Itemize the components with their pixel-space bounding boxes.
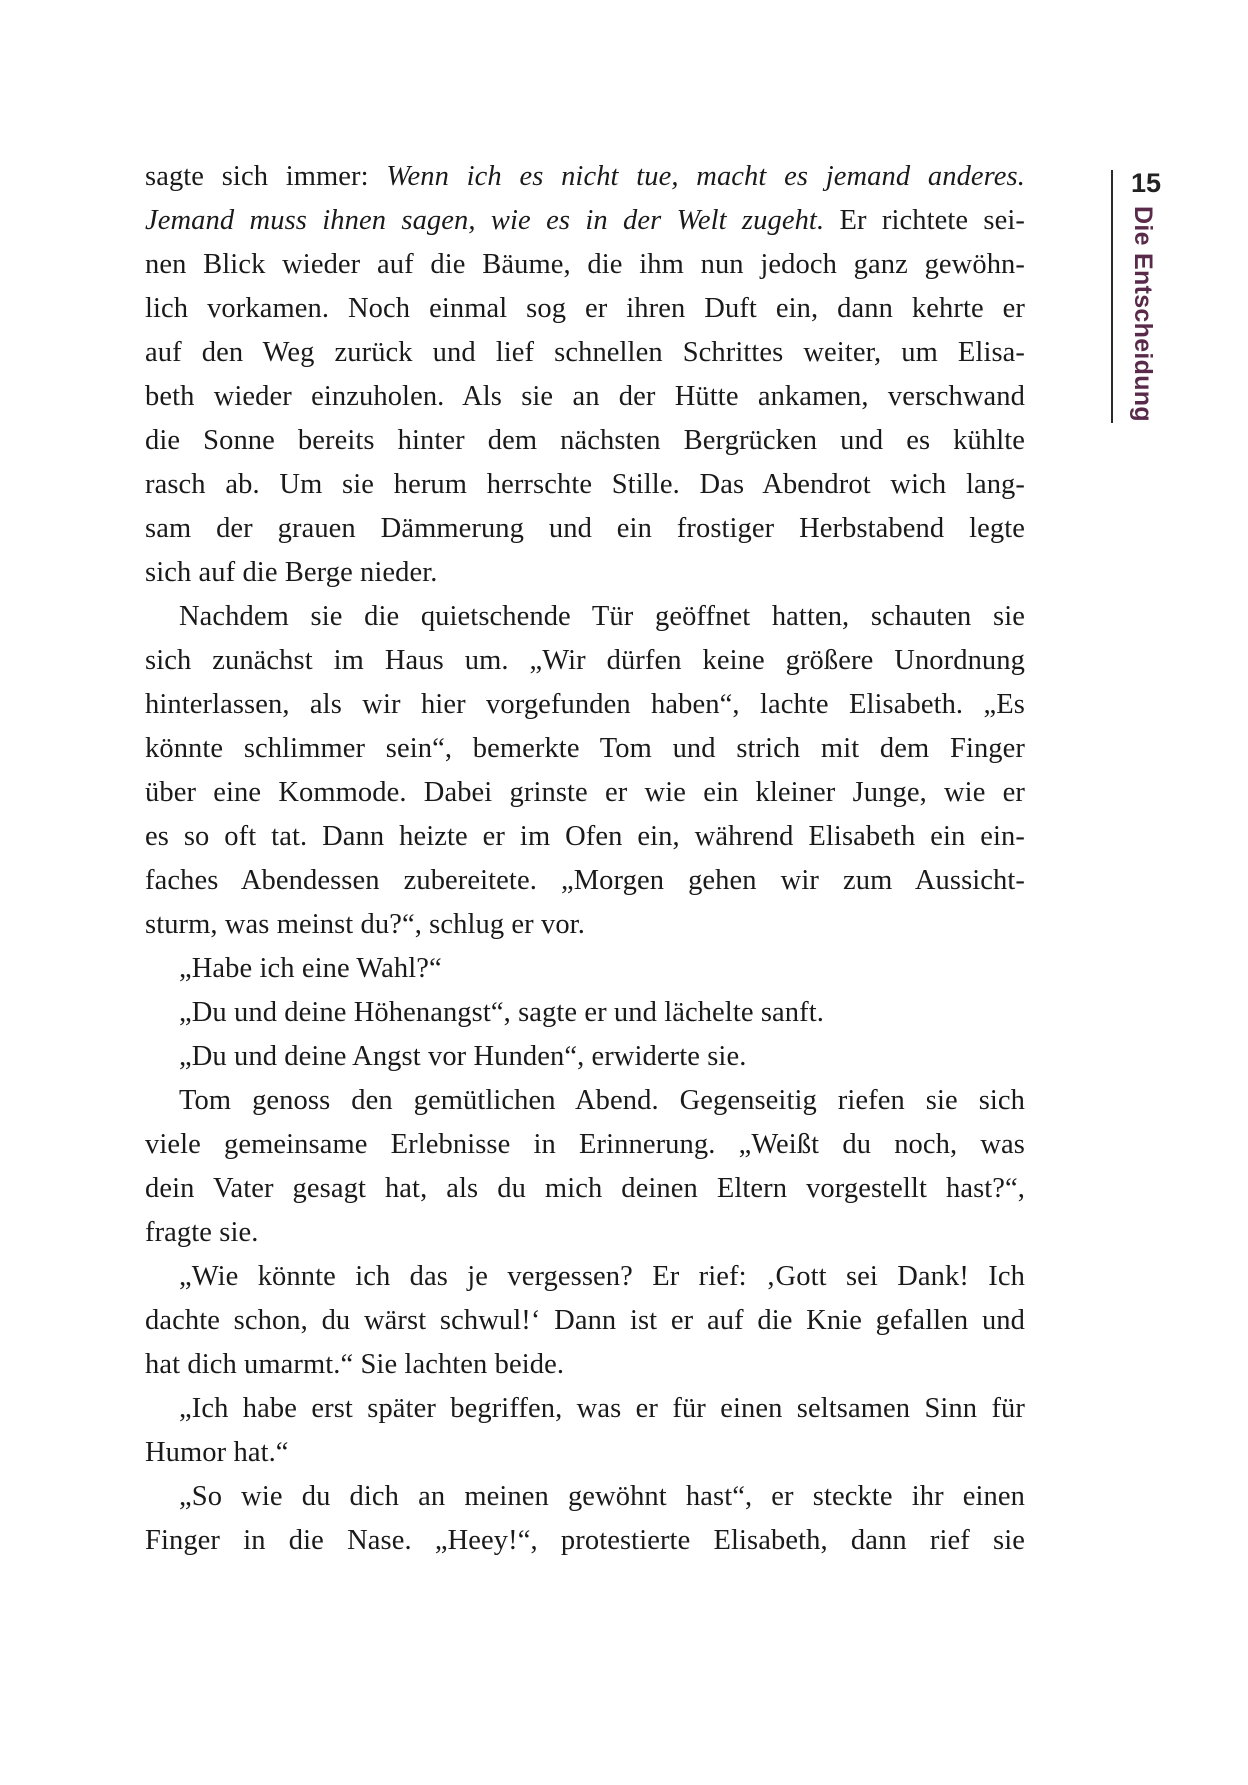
text-line	[145, 331, 1025, 375]
text-span: „Du und deine Angst vor Hunden“, erwiderte sie.	[179, 1041, 747, 1072]
text-line	[145, 1299, 1025, 1343]
text-span: „Ich habe erst später begriffen, was er für einen seltsamen Sinn für	[179, 1393, 1025, 1424]
text-line	[145, 771, 1025, 815]
text-line	[145, 1211, 1025, 1255]
text-line	[145, 1035, 1025, 1079]
text-line	[145, 1343, 1025, 1387]
text-line	[145, 199, 1025, 243]
text-span: hat dich umarmt.“ Sie lachten beide.	[145, 1349, 565, 1380]
text-span: Er richtete sei-	[824, 205, 1025, 236]
text-span: „Du und deine Höhenangst“, sagte er und lächelte sanft.	[179, 997, 824, 1028]
text-span: lich vorkamen. Noch einmal sog er ihren Duft ein, dann kehrte er	[145, 293, 1025, 324]
text-line	[145, 375, 1025, 419]
text-line	[145, 991, 1025, 1035]
text-span: dachte schon, du wärst schwul!‘ Dann ist er auf die Knie gefallen und	[145, 1305, 1025, 1336]
chapter-title: Die Entscheidung	[1129, 206, 1157, 422]
text-line	[145, 243, 1025, 287]
text-line	[145, 1255, 1025, 1299]
text-line	[145, 859, 1025, 903]
text-line	[145, 507, 1025, 551]
text-span: rasch ab. Um sie herum herrschte Stille. Das Abendrot wich lang-	[145, 469, 1025, 500]
body-text	[145, 155, 1025, 1563]
text-span: hinterlassen, als wir hier vorgefunden haben“, lachte Elisabeth. „Es	[145, 689, 1025, 720]
text-line	[145, 1123, 1025, 1167]
text-span: Finger in die Nase. „Heey!“, protestierte Elisabeth, dann rief sie	[145, 1525, 1025, 1556]
text-span: die Sonne bereits hinter dem nächsten Bergrücken und es kühlte	[145, 425, 1025, 456]
text-span: Nachdem sie die quietschende Tür geöffnet hatten, schauten sie	[179, 601, 1025, 632]
text-span: über eine Kommode. Dabei grinste er wie ein kleiner Junge, wie er	[145, 777, 1025, 808]
text-line	[145, 1519, 1025, 1563]
text-span: fragte sie.	[145, 1217, 259, 1248]
text-line	[145, 903, 1025, 947]
text-span: „Wie könnte ich das je vergessen? Er rief: ‚Gott sei Dank! Ich	[179, 1261, 1025, 1292]
text-span: Tom genoss den gemütlichen Abend. Gegenseitig riefen sie sich	[179, 1085, 1025, 1116]
text-span: sam der grauen Dämmerung und ein frostiger Herbstabend legte	[145, 513, 1025, 544]
text-line	[145, 287, 1025, 331]
text-span: könnte schlimmer sein“, bemerkte Tom und strich mit dem Finger	[145, 733, 1025, 764]
text-line	[145, 419, 1025, 463]
text-line	[145, 1387, 1025, 1431]
text-line	[145, 815, 1025, 859]
text-span: beth wieder einzuholen. Als sie an der Hütte ankamen, verschwand	[145, 381, 1025, 412]
text-span: nen Blick wieder auf die Bäume, die ihm nun jedoch ganz gewöhn-	[145, 249, 1025, 280]
page-number: 15	[1131, 168, 1162, 198]
text-line	[145, 155, 1025, 199]
text-line	[145, 463, 1025, 507]
text-line	[145, 947, 1025, 991]
header-rule	[1111, 170, 1113, 423]
text-span: sturm, was meinst du?“, schlug er vor.	[145, 909, 585, 940]
italic-text: Wenn ich es nicht tue, macht es jemand anderes.	[386, 161, 1025, 192]
text-line	[145, 1079, 1025, 1123]
text-span: auf den Weg zurück und lief schnellen Schrittes weiter, um Elisa-	[145, 337, 1025, 368]
text-line	[145, 683, 1025, 727]
text-line	[145, 639, 1025, 683]
text-span: es so oft tat. Dann heizte er im Ofen ein, während Elisabeth ein ein-	[145, 821, 1025, 852]
text-line	[145, 551, 1025, 595]
text-span: „Habe ich eine Wahl?“	[179, 953, 442, 984]
text-line	[145, 1167, 1025, 1211]
text-line	[145, 727, 1025, 771]
italic-text: Jemand muss ihnen sagen, wie es in der Welt zugeht.	[145, 205, 825, 236]
text-span: dein Vater gesagt hat, als du mich deinen Eltern vorgestellt hast?“,	[145, 1173, 1025, 1204]
text-line	[145, 595, 1025, 639]
text-span: Humor hat.“	[145, 1437, 289, 1468]
text-line	[145, 1475, 1025, 1519]
text-span: sich auf die Berge nieder.	[145, 557, 438, 588]
text-span: sagte sich immer:	[145, 161, 387, 192]
text-span: „So wie du dich an meinen gewöhnt hast“, er steckte ihr einen	[179, 1481, 1025, 1512]
text-span: sich zunächst im Haus um. „Wir dürfen keine größere Unordnung	[145, 645, 1025, 676]
text-span: viele gemeinsame Erlebnisse in Erinnerung. „Weißt du noch, was	[145, 1129, 1025, 1160]
text-span: faches Abendessen zubereitete. „Morgen gehen wir zum Aussicht-	[145, 865, 1025, 896]
text-line	[145, 1431, 1025, 1475]
